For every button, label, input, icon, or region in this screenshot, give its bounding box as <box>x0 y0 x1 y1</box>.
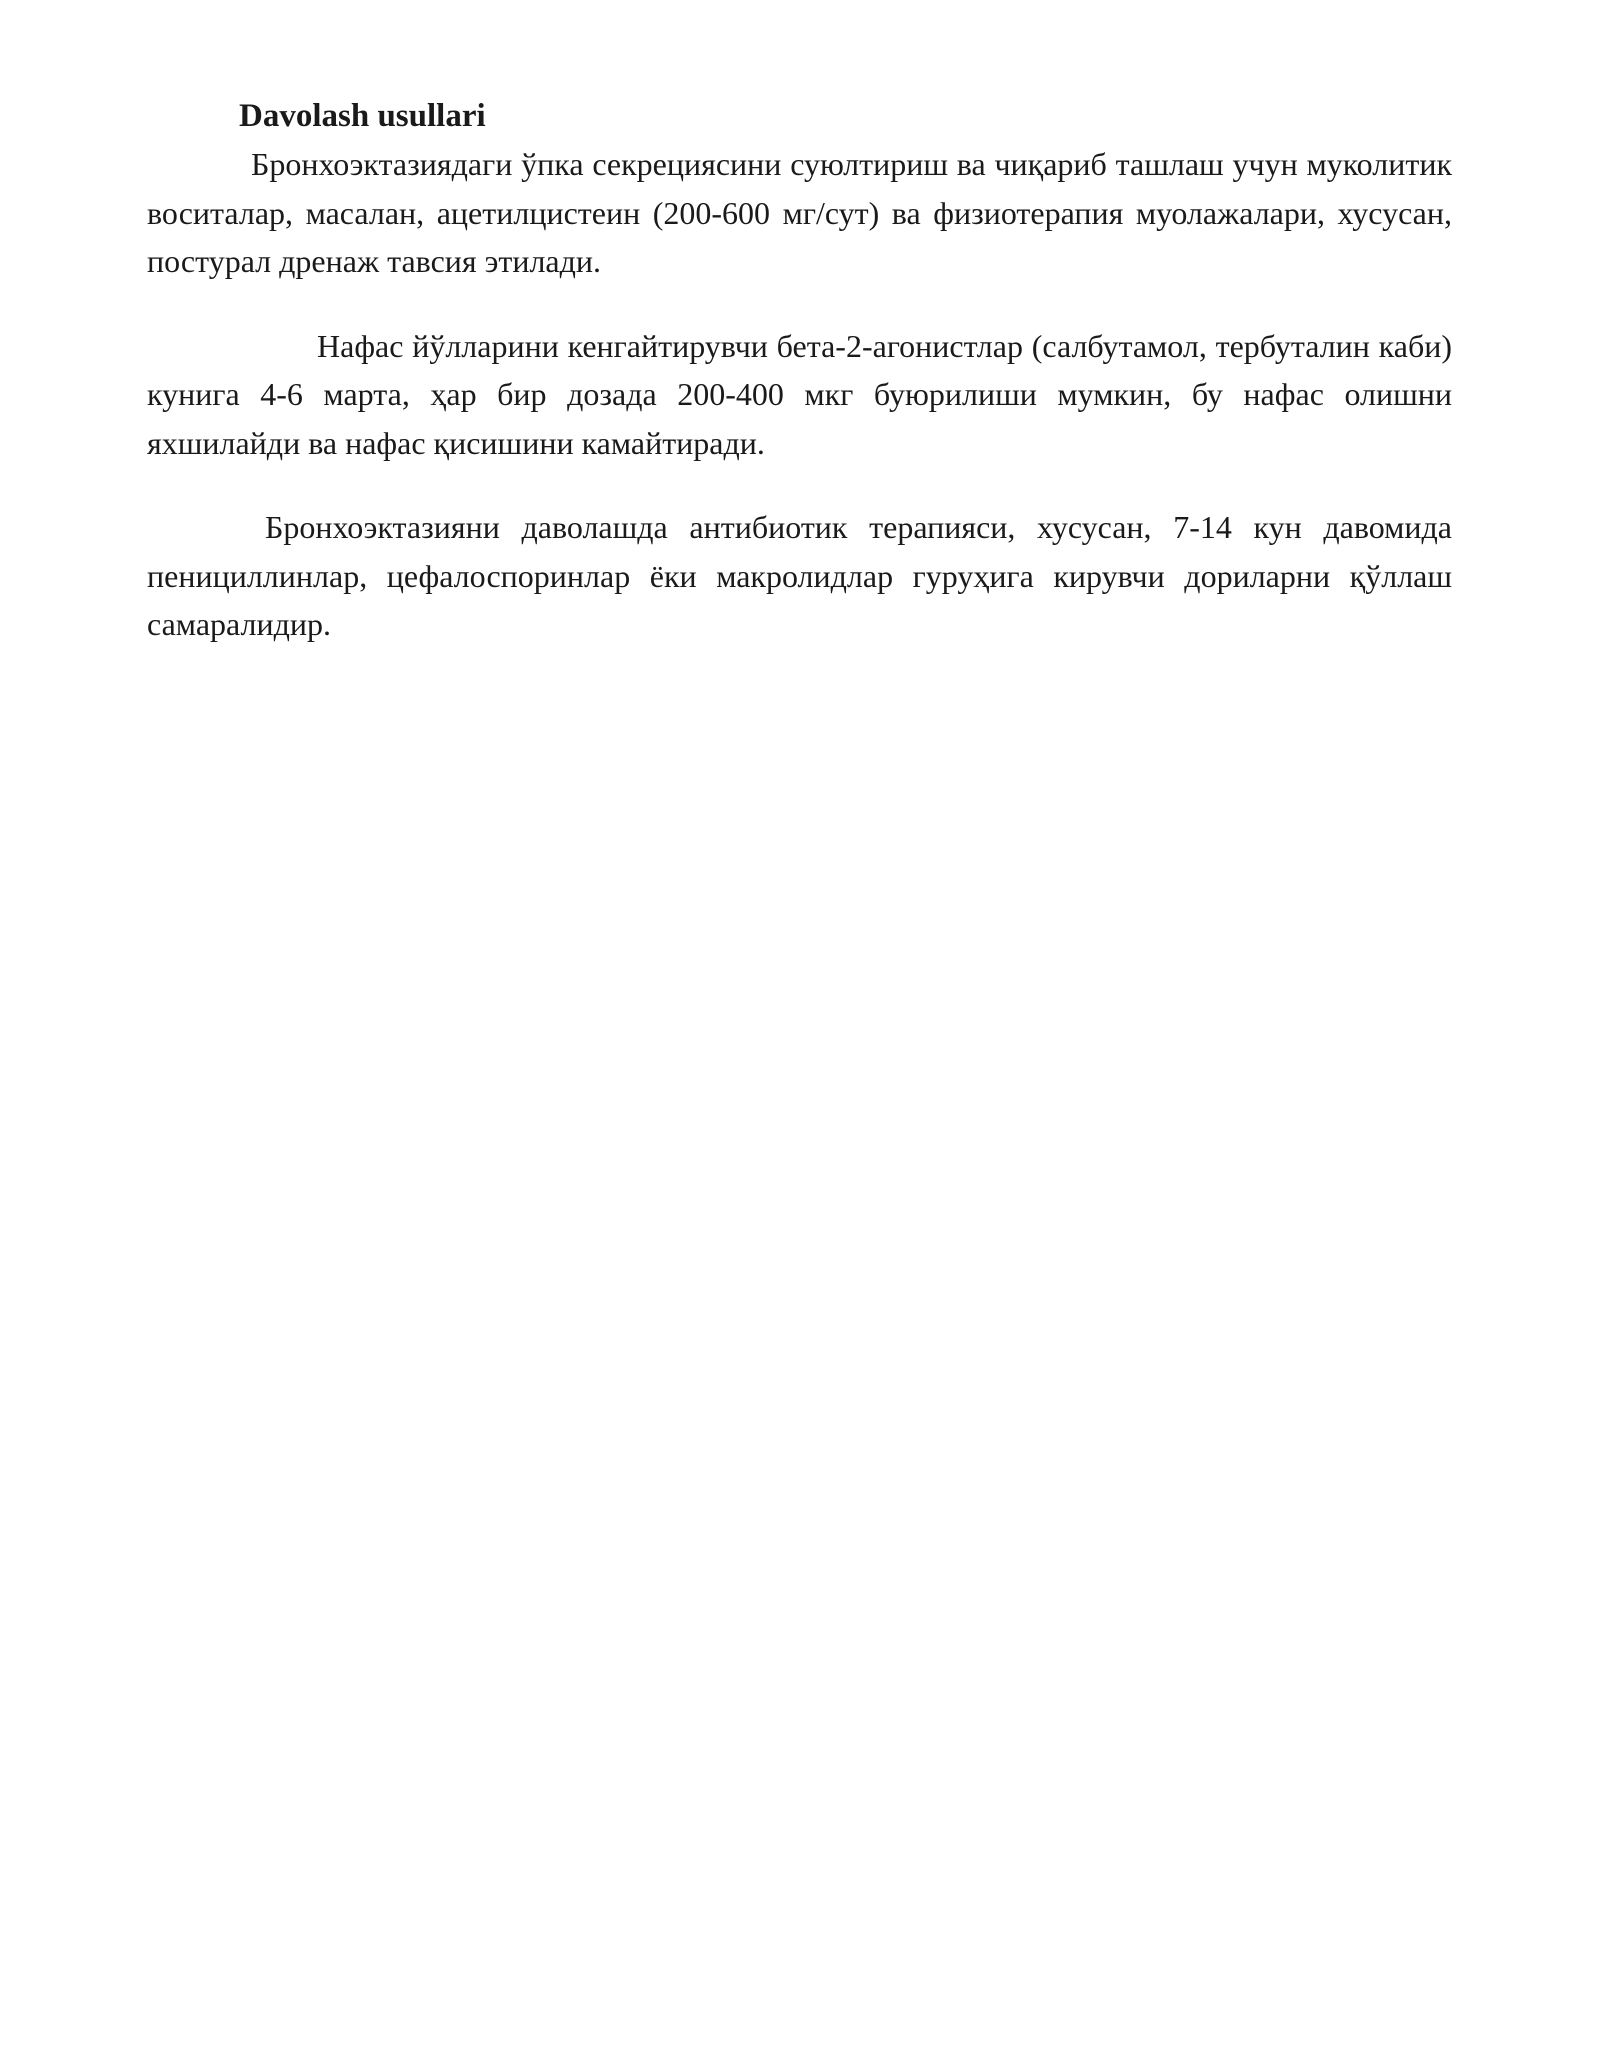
paragraph-antibiotics: Бронхоэктазияни даволашда антибиотик терапияси, хусусан, 7-14 кун давомида пенициллинлар, цефалоспоринлар ёки макролидлар гуруҳига кирувчи дориларни қўллаш самаралидир. <box>147 509 1452 642</box>
paragraph-mucolytics: Бронхоэктазиядаги ўпка секрециясини суюлтириш ва чиқариб ташлаш учун муколитик воситалар, масалан, ацетилцистеин (200-600 мг/сут) ва физиотерапия муолажалари, хусусан, постурал дренаж тавсия этилади. <box>147 146 1452 279</box>
document-body <box>147 92 1452 649</box>
paragraph-bronchodilators: Нафас йўлларини кенгайтирувчи бета-2-агонистлар (салбутамол, тербуталин каби) кунига 4-6 марта, ҳар бир дозада 200-400 мкг буюрилиши мумкин, бу нафас олишни яхшилайди ва нафас қисишини камайтиради. <box>147 327 1452 461</box>
section-heading: Davolash usullari <box>239 98 486 134</box>
